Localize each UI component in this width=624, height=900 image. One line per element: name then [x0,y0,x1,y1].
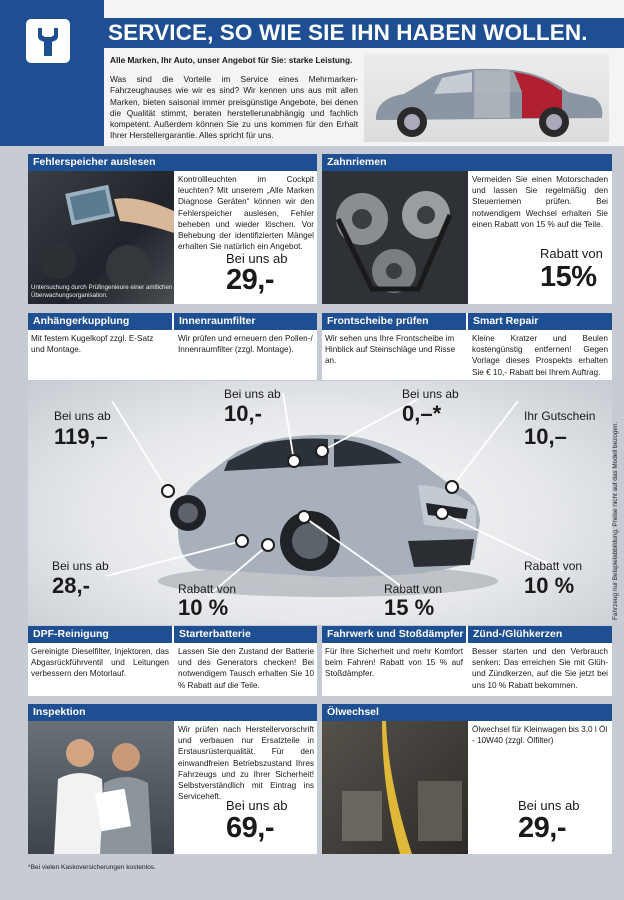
header [0,0,624,146]
panel-title: Frontscheibe prüfen [322,313,466,330]
panel-oelwechsel [322,704,612,854]
panel-text: Besser starten und den Verbrauch senken: Das erreichen Sie mit Glüh- und Zündkerzen, auf die Sie jetzt bei uns 10 % Rabatt bekommen. [472,647,608,690]
callout-marker [288,455,300,467]
footnote: *Bei vielen Kaskoversicherungen kostenlos. [28,864,156,871]
panel-text: Kontrollleuchten im Cockpit leuchten? Mit unserem „Alle Marken Diagnose Geräten“ können wir den Fehlerspeicher auslesen, Fehler beheben und wieder löschen. Vor Behebung der identifizierten Mängel erhalten Sie natürlich ein Angebot. [178,175,314,252]
callout-marker [298,511,310,523]
panel-zahnriemen [322,154,612,304]
panel-text: Wir sehen uns Ihre Frontscheibe im Hinblick auf Steinschläge und Risse an. [325,334,456,366]
panel-text: Kleine Kratzer und Beulen kostengünstig entfernen! Gegen Vorlage dieses Prospekts erhalten Sie € 10,- Rabatt bei Ihrem Auftrag. [472,334,608,377]
callout-innenraum-label: Bei uns ab [224,387,281,401]
callout-marker [436,507,448,519]
panel-title: Anhängerkupplung [28,313,172,330]
panel-inspektion [28,704,317,854]
callout-marker [316,445,328,457]
panel-text: Wir prüfen und erneuern den Pollen-/ Innenraumfilter (zzgl. Montage). [178,334,313,355]
header-brand-strip [0,0,104,146]
panel-title: Zünd-/Glühkerzen [468,626,612,643]
panel-fehlerspeicher [28,154,317,304]
panel-title: Fahrwerk und Stoßdämpfer [322,626,466,643]
panel-dpf-starter [28,626,317,696]
panel-text: Für Ihre Sicherheit und mehr Komfort beim Fahren! Rabatt von 15 % auf Stoßdämpfer. [325,647,463,679]
price-value: 29,- [226,264,274,296]
callout-starter-label: Rabatt von [178,582,237,596]
vehicle-disclaimer: Fahrzeug nur Beispielabbildung. Preise nicht auf das Modell bezogen. [612,421,619,620]
page-subtitle: Alle Marken, Ihr Auto, unser Angebot für Sie: starke Leistung. [110,55,353,65]
panel-text: Gereinigte Dieselfilter, Injektoren, das Abgasrückführventil und Leitungen verbessern den Motorlauf. [31,647,169,679]
callout-innenraum-price: 10,- [224,401,262,426]
intro-text: Was sind die Vorteile im Service eines Mehrmarken-Fahrzeughauses wie wir es sind? Wir kennen uns aus mit allen Marken, bieten saisonal immer preisgünstige Angebote, bei denen die Qualität stimmt, beraten herstellerunabhängig und fachlich kompetent. Außerdem können Sie zu uns kommen für den Erhalt Ihrer Herstellergarantie. Alles spricht für uns. [110,74,358,141]
discount-label: Rabatt von [540,246,603,261]
panel-title: Zahnriemen [322,154,612,171]
callout-dpf-label: Bei uns ab [52,559,109,573]
price-label: Bei uns ab [226,798,288,813]
callout-marker [446,481,458,493]
callout-fahrwerk-price: 15 % [384,595,435,620]
panel-frontscheibe-smartrepair [322,313,612,380]
callout-frontscheibe-label: Bei uns ab [402,387,459,401]
panel-text: Vermeiden Sie einen Motorschaden und lassen Sie regelmäßig den Steuerriemen prüfen. Bei notwendigem Wechsel erhalten Sie einen Rabatt von 15 % auf die Teile. [472,175,608,229]
oil-change-photo [322,721,468,854]
panel-fahrwerk-zuend [322,626,612,696]
discount-value: 15% [540,261,597,293]
callout-dpf-price: 28,- [52,573,90,598]
panel-title: Fehlerspeicher auslesen [28,154,317,171]
callout-anhaenger-price: 119,– [54,424,108,449]
callout-marker [262,539,274,551]
callout-marker [236,535,248,547]
car-callout-section [28,381,612,625]
panel-title: Inspektion [28,704,317,721]
callout-frontscheibe-price: 0,–* [402,401,442,426]
panel-text: Lassen Sie den Zustand der Batterie und des Generators checken! Bei notwendigem Tausch erhalten Sie 10 % Rabatt auf die Teile. [178,647,314,690]
price-label: Bei uns ab [518,798,580,813]
price-value: 29,- [518,812,566,844]
callout-marker [162,485,174,497]
panel-title: DPF-Reinigung [28,626,172,643]
panel-text: Mit festem Kugelkopf zzgl. E-Satz und Montage. [31,334,154,355]
callout-fahrwerk-label: Rabatt von [384,582,443,596]
callout-smartrepair-price: 10,– [524,424,567,449]
price-label: Bei uns ab [226,251,288,266]
timing-belt-photo [322,171,468,304]
page-title: SERVICE, SO WIE SIE IHN HABEN WOLLEN. [108,20,588,45]
callout-zuend-price: 10 % [524,573,575,598]
callout-starter-price: 10 % [178,595,229,620]
callout-zuend-label: Rabatt von [524,559,583,573]
panel-text: Ölwechsel für Kleinwagen bis 3,0 l Öl - 10W40 (zzgl. Ölfilter) [472,725,608,746]
wrench-icon [26,19,70,63]
header-car-image [364,54,609,142]
panel-title: Smart Repair [468,313,612,330]
photo-caption: Untersuchung durch Prüfingenieure einer amtlichen Überwachungsorganisation. [31,284,173,299]
panel-text: Wir prüfen nach Herstellervorschrift und verbauen nur Ersatzteile in Erstausrüsterqualität. Für den einwandfreien Betriebszustand Ihres Fahrzeugs und zu Ihrer Sicherheit! Selbstverständlich mit Eintrag ins Serviceheft. [178,725,314,802]
panel-title: Starterbatterie [174,626,317,643]
mechanics-photo [28,721,174,854]
callout-anhaenger-label: Bei uns ab [54,409,111,423]
panel-title: Ölwechsel [322,704,612,721]
callout-smartrepair-label: Ihr Gutschein [524,409,596,423]
panel-anhaenger-innenraum [28,313,317,380]
price-value: 69,- [226,812,274,844]
panel-title: Innenraumfilter [174,313,317,330]
